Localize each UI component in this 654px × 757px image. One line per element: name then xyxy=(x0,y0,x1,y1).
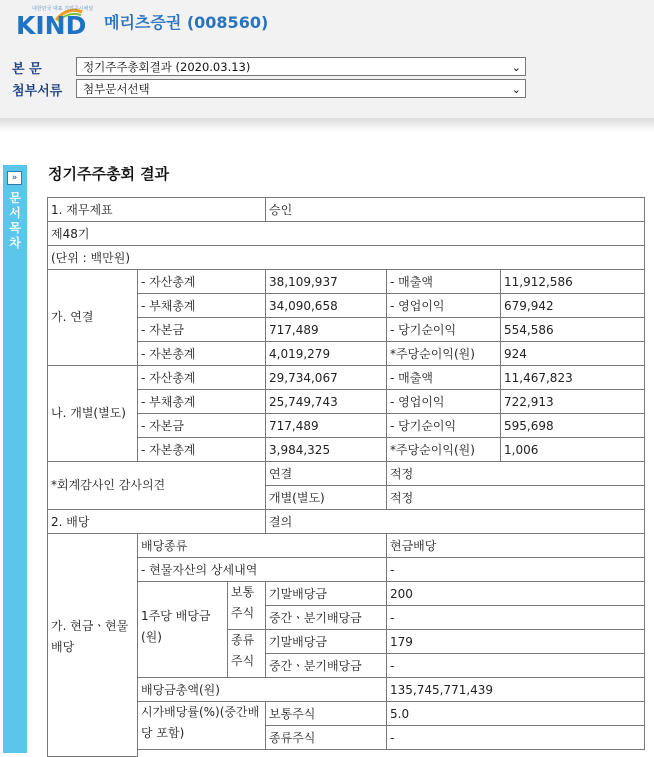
table-cell: 200 xyxy=(386,581,645,606)
toc-label: 문서목차 xyxy=(9,191,21,250)
table-cell: - 자본총계 xyxy=(137,341,266,366)
table-cell: 현금배당 xyxy=(386,533,645,558)
logo-text: KIND xyxy=(16,11,87,40)
table-cell: 34,090,658 xyxy=(265,293,387,318)
table-cell: 연결 xyxy=(265,461,387,486)
attachment-label: 첨부서류 xyxy=(12,84,63,99)
table-cell: 보통주식 xyxy=(227,581,266,630)
main-doc-select-value: 정기주주총회결과 (2020.03.13) xyxy=(83,60,251,74)
table-cell: 승인 xyxy=(265,197,645,222)
table-cell: *회계감사인 감사의견 xyxy=(47,461,266,510)
table-cell: - 영업이익 xyxy=(386,293,501,318)
company-title: 메리츠증권 (008560) xyxy=(104,13,269,32)
table-cell: - 현물자산의 상세내역 xyxy=(137,557,387,582)
table-cell: 924 xyxy=(500,341,645,366)
table-cell: - xyxy=(386,725,645,750)
table-cell: - 매출액 xyxy=(386,269,501,294)
table-cell: 기말배당금 xyxy=(265,629,387,654)
chevron-down-icon: ⌄ xyxy=(511,61,521,74)
table-cell: - 매출액 xyxy=(386,365,501,390)
table-cell: 717,489 xyxy=(265,413,387,438)
result-table xyxy=(47,197,645,757)
table-cell: 717,489 xyxy=(265,317,387,342)
table-cell: - xyxy=(386,653,645,678)
logo-tagline: 대한민국 대표 기업공시채널 xyxy=(32,6,94,12)
table-cell: - 자본총계 xyxy=(137,437,266,462)
main-doc-label: 본 문 xyxy=(12,62,42,77)
table-cell: 1. 재무제표 xyxy=(47,197,266,222)
toc-toggle-button[interactable]: » xyxy=(7,171,22,185)
table-cell: 11,467,823 xyxy=(500,365,645,390)
table-cell: 보통주식 xyxy=(265,701,387,726)
header-bar xyxy=(0,0,654,119)
table-cell: 중간ㆍ분기배당금 xyxy=(265,605,387,630)
table-cell: 결의 xyxy=(265,509,645,534)
table-cell: 722,913 xyxy=(500,389,645,414)
table-cell: 적정 xyxy=(386,485,645,510)
table-cell: 2. 배당 xyxy=(47,509,266,534)
table-cell: 종류주식 xyxy=(227,629,266,678)
table-cell: 3,984,325 xyxy=(265,437,387,462)
table-cell: 시가배당률(%)(중간배당 포함) xyxy=(137,701,266,750)
table-cell: - xyxy=(386,557,645,582)
table-cell: 배당종류 xyxy=(137,533,387,558)
table-cell: 25,749,743 xyxy=(265,389,387,414)
table-cell: - 영업이익 xyxy=(386,389,501,414)
table-cell: 135,745,771,439 xyxy=(386,677,645,702)
table-cell: 가. 연결 xyxy=(47,269,138,366)
toc-sidebar[interactable] xyxy=(3,165,27,753)
attachment-select[interactable] xyxy=(76,79,526,98)
table-cell: 기말배당금 xyxy=(265,581,387,606)
table-cell: 배당금총액(원) xyxy=(137,677,387,702)
table-cell: - 부채총계 xyxy=(137,389,266,414)
table-cell: - 당기순이익 xyxy=(386,317,501,342)
table-cell: 679,942 xyxy=(500,293,645,318)
table-cell: 적정 xyxy=(386,461,645,486)
table-cell: 가. 현금ㆍ현물배당 xyxy=(47,533,138,757)
table-cell: - 당기순이익 xyxy=(386,413,501,438)
kind-logo[interactable] xyxy=(14,5,94,40)
table-cell: - 자본금 xyxy=(137,413,266,438)
chevron-down-icon: ⌄ xyxy=(511,83,521,96)
table-cell: 11,912,586 xyxy=(500,269,645,294)
table-cell: 1주당 배당금(원) xyxy=(137,581,228,678)
table-cell: (단위 : 백만원) xyxy=(47,245,645,270)
table-cell: 595,698 xyxy=(500,413,645,438)
table-cell: 179 xyxy=(386,629,645,654)
table-cell: *주당순이익(원) xyxy=(386,437,501,462)
table-cell: 종류주식 xyxy=(265,725,387,750)
table-cell: 29,734,067 xyxy=(265,365,387,390)
table-cell: 1,006 xyxy=(500,437,645,462)
table-cell: 중간ㆍ분기배당금 xyxy=(265,653,387,678)
table-cell: *주당순이익(원) xyxy=(386,341,501,366)
table-cell: - 자본금 xyxy=(137,317,266,342)
header-shadow xyxy=(0,118,654,132)
main-doc-select[interactable] xyxy=(76,57,526,76)
table-cell: 개별(별도) xyxy=(265,485,387,510)
table-cell: - 자산총계 xyxy=(137,269,266,294)
attachment-select-value: 첨부문서선택 xyxy=(83,82,150,96)
table-cell: 554,586 xyxy=(500,317,645,342)
table-cell: 5.0 xyxy=(386,701,645,726)
table-cell: - 자산총계 xyxy=(137,365,266,390)
table-cell: 제48기 xyxy=(47,221,645,246)
page-title: 정기주주총회 결과 xyxy=(48,165,170,183)
table-cell: - xyxy=(386,605,645,630)
table-cell: 나. 개별(별도) xyxy=(47,365,138,462)
table-cell: 38,109,937 xyxy=(265,269,387,294)
table-cell: 4,019,279 xyxy=(265,341,387,366)
table-cell: - 부채총계 xyxy=(137,293,266,318)
